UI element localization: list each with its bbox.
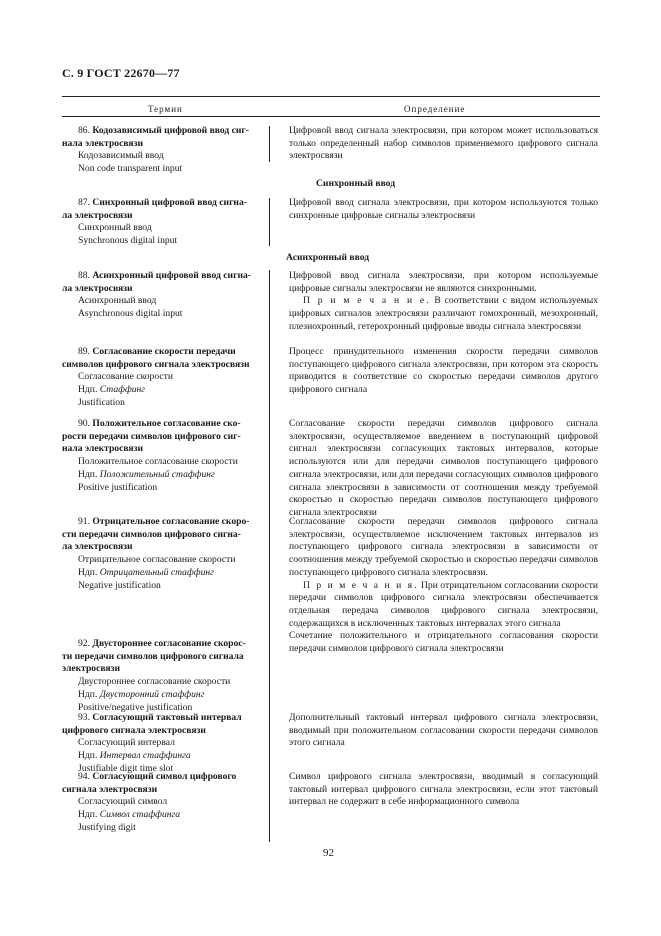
definition-90: Согласование скорости передачи символов цифрового сигнала электросвязи, осуществляемое введением в поступающий цифровой сигнал электросвязи согласующих тактовых интервалов, которые используются или для передачи символов поступающего цифрового сигнала электросвязи, или для передачи согласующих символов цифрового сигнала электросвязи в зависимости от соотношения между требуемой скоростью и скоростью передачи символов поступающего цифрового сигнала электросвязи — [289, 418, 598, 518]
term-91: 91. Отрицательное согласование скоро- сти передачи символов цифрового сигна- ла электросвязи Отрицательное согласование скорости Ндп. Отрицательный стаффинг Negative justification — [62, 516, 250, 591]
column-header-definition: Определение — [404, 104, 466, 114]
definition-87: Цифровой ввод сигнала электросвязи, при котором используются только синхронные цифровые сигналы электросвязи — [289, 197, 598, 221]
definition-86: Цифровой ввод сигнала электросвязи, при котором может использоваться только определенный набор символов применяемого цифрового сигнала электросвязи — [289, 125, 598, 162]
term-87: 87. Синхронный цифровой ввод сигна- ла электросвязи Синхронный ввод Synchronous digital input — [62, 197, 247, 247]
definition-91: Согласование скорости передачи символов цифрового сигнала электросвязи, осуществляемое исключением тактовых интервалов из поступающего цифрового сигнала электросвязи в зависимости от соотношения между требуемой скоростью и скоростью передачи символов поступающего цифрового сигнала электросвязи. П р и м е ч а н и я. При отрицательном согласовании скорости передачи символов цифрового сигнала электросвязи обеспечивается отдельная передача символов цифрового сигнала электросвязи, содержащихся в исключенных тактовых интервалах этого сигнала Сочетание положительного и отрицательного согласования скорости передачи символов цифрового сигнала электросвязи — [289, 516, 599, 655]
term-92: 92. Двустороннее согласование скорос- ти передачи символов цифрового сигнала электросвязи Двустороннее согласование скорости Ндп. Двусторонний стаффинг Positive/negative justification — [62, 638, 246, 713]
table-top-rule — [62, 96, 600, 97]
term-93: 93. Согласующий тактовый интервал цифрового сигнала электросвязи Согласующий интервал Ндп. Интервал стаффинга Justifiable digit time slot — [62, 712, 242, 774]
column-header-term: Термин — [148, 104, 183, 114]
page-number: 92 — [323, 847, 334, 859]
term-88: 88. Асинхронный цифровой ввод сигна- ла электросвязи Асинхронный ввод Asynchronous digital input — [62, 270, 251, 320]
definition-88: Цифровой ввод сигнала электросвязи, при котором используемые цифровые сигналы электросвязи не являются синхронными. П р и м е ч а н и е. В соответствии с видом используемых цифровых сигналов электросвязи различают гомохронный, мезохронный, плезиохронный, гетерохронный цифровые вводы сигнала электросвязи — [289, 270, 598, 332]
term-94: 94. Согласующий символ цифрового сигнала электросвязи Согласующий символ Ндп. Символ стаффинга Justifying digit — [62, 771, 237, 833]
column-divider — [269, 270, 270, 842]
column-divider — [269, 126, 270, 162]
section-async: Асинхронный ввод — [286, 252, 370, 263]
page-header: С. 9 ГОСТ 22670—77 — [62, 66, 180, 80]
term-89: 89. Согласование скорости передачи символов цифрового сигнала электросвязи Согласование скорости Ндп. Стаффинг Justification — [62, 346, 250, 408]
section-sync: Синхронный ввод — [316, 178, 396, 189]
definition-89: Процесс принудительного изменения скорости передачи символов поступающего цифрового сигнала электросвязи, при котором эта скорость приводится в соответствие со скоростью передачи символов другого цифрового сигнала — [289, 346, 598, 396]
definition-94: Символ цифрового сигнала электросвязи, вводимый в согласующий тактовый интервал цифрового сигнала электросвязи, если этот тактовый интервал не содержит в себе информационного символа — [289, 771, 598, 808]
table-header-rule — [62, 116, 600, 117]
term-90: 90. Положительное согласование ско- рости передачи символов цифрового сиг- нала электросвязи Положительное согласование скорости Ндп. Положительный стаффинг Positive justification — [62, 418, 241, 493]
column-divider — [269, 198, 270, 246]
definition-93: Дополнительный тактовый интервал цифрового сигнала электросвязи, вводимый при положительном согласовании скорости передачи символов этого сигнала — [289, 712, 598, 749]
term-86: 86. Кодозависимый цифровой ввод сиг- нала электросвязи Кодозависимый ввод Non code transparent input — [62, 125, 249, 175]
